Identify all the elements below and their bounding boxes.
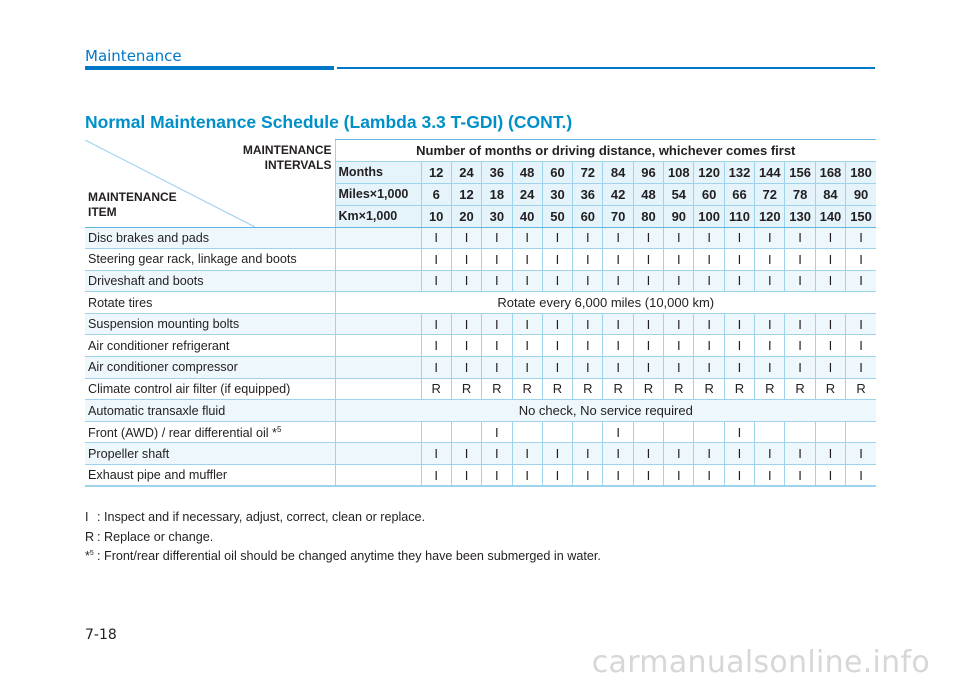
schedule-cell: I (573, 313, 603, 335)
schedule-cell (815, 421, 845, 443)
unit-column-spacer (335, 335, 421, 357)
schedule-cell: I (421, 227, 451, 249)
maintenance-item-text: Propeller shaft (88, 446, 170, 461)
watermark: carmanualsonline.info (591, 645, 930, 680)
schedule-cell: I (512, 313, 542, 335)
maintenance-item-text: Rotate tires (88, 295, 153, 310)
corner-box (85, 140, 335, 227)
maintenance-item-text: Disc brakes and pads (88, 230, 210, 245)
schedule-cell: I (755, 357, 785, 379)
schedule-cell: I (633, 465, 663, 487)
schedule-cell: I (846, 227, 876, 249)
legend-key (85, 549, 97, 563)
legend-key (85, 510, 97, 524)
interval-value: 70 (603, 205, 633, 227)
page-number: 7-18 (85, 627, 117, 643)
schedule-cell: I (512, 357, 542, 379)
table-row (85, 378, 876, 400)
interval-unit-label: Km×1,000 (335, 205, 421, 227)
interval-value: 30 (542, 183, 572, 205)
maintenance-item-text: Climate control air filter (if equipped) (88, 381, 291, 396)
schedule-cell: I (482, 465, 512, 487)
schedule-cell: I (815, 335, 845, 357)
schedule-cell: I (755, 335, 785, 357)
maintenance-item-text: Exhaust pipe and muffler (88, 468, 228, 483)
schedule-cell: R (451, 378, 481, 400)
interval-value: 180 (846, 161, 876, 183)
interval-value: 24 (451, 161, 481, 183)
schedule-cell (755, 421, 785, 443)
interval-value: 50 (542, 205, 572, 227)
interval-value: 130 (785, 205, 815, 227)
schedule-cell: I (694, 443, 724, 465)
schedule-cell (421, 421, 451, 443)
schedule-cell: I (512, 335, 542, 357)
schedule-cell: I (785, 313, 815, 335)
schedule-cell: I (694, 249, 724, 271)
interval-value: 108 (664, 161, 694, 183)
schedule-cell: I (542, 335, 572, 357)
schedule-cell: I (482, 227, 512, 249)
schedule-cell: I (482, 421, 512, 443)
schedule-cell (785, 421, 815, 443)
schedule-cell: I (664, 335, 694, 357)
unit-column-spacer (335, 357, 421, 379)
schedule-cell: I (633, 249, 663, 271)
schedule-cell: I (633, 270, 663, 292)
schedule-cell: I (603, 227, 633, 249)
interval-value: 24 (512, 183, 542, 205)
corner-item-label (88, 190, 177, 220)
schedule-cell: I (724, 249, 754, 271)
schedule-cell: I (603, 270, 633, 292)
interval-value: 12 (421, 161, 451, 183)
schedule-cell (694, 421, 724, 443)
schedule-cell: I (603, 335, 633, 357)
unit-column-spacer (335, 421, 421, 443)
schedule-cell: I (451, 443, 481, 465)
maintenance-item-name (85, 400, 335, 422)
interval-value: 90 (664, 205, 694, 227)
schedule-cell: I (785, 227, 815, 249)
legend-key-text: R (85, 530, 95, 544)
corner-bottom-line: MAINTENANCE (88, 189, 177, 204)
schedule-cell: I (573, 249, 603, 271)
maintenance-note: Rotate every 6,000 miles (10,000 km) (335, 292, 876, 314)
interval-value: 84 (815, 183, 845, 205)
schedule-cell: I (724, 270, 754, 292)
page-title: Normal Maintenance Schedule (Lambda 3.3 T-GDI) (CONT.) (85, 112, 573, 132)
interval-unit-label: Months (335, 161, 421, 183)
interval-value: 54 (664, 183, 694, 205)
interval-value: 48 (633, 183, 663, 205)
interval-value: 42 (603, 183, 633, 205)
corner-top-line: MAINTENANCE (242, 142, 332, 157)
maintenance-item-name (85, 335, 335, 357)
schedule-cell: I (815, 443, 845, 465)
footnote-marker: 5 (276, 424, 282, 434)
table-row (85, 227, 876, 249)
interval-value: 132 (724, 161, 754, 183)
schedule-cell: I (512, 227, 542, 249)
maintenance-item-text: Suspension mounting bolts (88, 317, 240, 332)
interval-value: 100 (694, 205, 724, 227)
schedule-cell: I (846, 465, 876, 487)
schedule-cell: I (694, 227, 724, 249)
header-rule-thin (337, 67, 875, 69)
schedule-cell: I (421, 249, 451, 271)
interval-span-title: Number of months or driving distance, whichever comes first (335, 140, 876, 162)
legend-item (85, 530, 213, 544)
schedule-cell: I (603, 443, 633, 465)
maintenance-item-name (85, 421, 335, 443)
schedule-cell: I (633, 313, 663, 335)
schedule-cell: I (482, 443, 512, 465)
schedule-cell: I (603, 421, 633, 443)
schedule-cell: I (664, 443, 694, 465)
schedule-cell: R (542, 378, 572, 400)
schedule-cell: I (421, 443, 451, 465)
schedule-cell: I (755, 465, 785, 487)
schedule-cell: I (664, 357, 694, 379)
header-row-title (85, 140, 876, 162)
schedule-cell: I (694, 270, 724, 292)
corner-top-line: INTERVALS (264, 157, 332, 172)
schedule-cell: I (542, 313, 572, 335)
corner-intervals-label (243, 143, 332, 173)
schedule-cell: I (724, 421, 754, 443)
schedule-cell: I (451, 335, 481, 357)
table-row (85, 313, 876, 335)
schedule-cell: R (603, 378, 633, 400)
schedule-cell: I (724, 443, 754, 465)
unit-column-spacer (335, 270, 421, 292)
table-row (85, 357, 876, 379)
interval-value: 96 (633, 161, 663, 183)
table-row (85, 400, 876, 422)
schedule-cell: I (846, 357, 876, 379)
interval-value: 6 (421, 183, 451, 205)
schedule-cell: I (694, 465, 724, 487)
maintenance-schedule-table (85, 139, 876, 487)
interval-value: 156 (785, 161, 815, 183)
maintenance-item-name (85, 378, 335, 400)
maintenance-item-name (85, 465, 335, 487)
schedule-cell: I (573, 465, 603, 487)
maintenance-item-name (85, 249, 335, 271)
schedule-cell: I (512, 249, 542, 271)
maintenance-item-name (85, 313, 335, 335)
interval-value: 60 (573, 205, 603, 227)
schedule-cell: I (542, 249, 572, 271)
header-rule-thick (85, 66, 334, 70)
schedule-cell: I (542, 227, 572, 249)
schedule-cell: I (512, 270, 542, 292)
schedule-cell: I (846, 313, 876, 335)
maintenance-item-text: Air conditioner refrigerant (88, 338, 230, 353)
schedule-cell: R (633, 378, 663, 400)
schedule-cell (512, 421, 542, 443)
schedule-cell: I (755, 313, 785, 335)
maintenance-item-text: Automatic transaxle fluid (88, 403, 226, 418)
schedule-cell: I (603, 313, 633, 335)
schedule-cell: I (451, 465, 481, 487)
legend-text: : Inspect and if necessary, adjust, correct, clean or replace. (97, 510, 426, 524)
maintenance-item-name (85, 270, 335, 292)
interval-value: 140 (815, 205, 845, 227)
interval-value: 80 (633, 205, 663, 227)
schedule-cell: I (755, 227, 785, 249)
interval-value: 40 (512, 205, 542, 227)
interval-value: 12 (451, 183, 481, 205)
schedule-cell: I (633, 357, 663, 379)
schedule-cell: R (724, 378, 754, 400)
legend-item (85, 549, 601, 563)
schedule-cell: R (815, 378, 845, 400)
maintenance-item-name (85, 292, 335, 314)
legend-text: : Front/rear differential oil should be changed anytime they have been submerged in water. (97, 549, 601, 563)
schedule-cell: I (785, 443, 815, 465)
schedule-cell: I (451, 270, 481, 292)
interval-value: 48 (512, 161, 542, 183)
schedule-cell: R (846, 378, 876, 400)
interval-value: 168 (815, 161, 845, 183)
schedule-cell: R (755, 378, 785, 400)
schedule-cell: R (694, 378, 724, 400)
schedule-cell: I (846, 335, 876, 357)
maintenance-item-name (85, 357, 335, 379)
schedule-cell: I (664, 270, 694, 292)
interval-value: 90 (846, 183, 876, 205)
schedule-cell: I (755, 443, 785, 465)
schedule-cell: I (451, 357, 481, 379)
schedule-cell: R (482, 378, 512, 400)
schedule-cell: I (846, 443, 876, 465)
interval-value: 144 (755, 161, 785, 183)
interval-value: 10 (421, 205, 451, 227)
interval-value: 120 (755, 205, 785, 227)
maintenance-item-text: Driveshaft and boots (88, 273, 204, 288)
schedule-cell: I (694, 335, 724, 357)
interval-value: 20 (451, 205, 481, 227)
interval-value: 66 (724, 183, 754, 205)
legend-key-text: I (85, 510, 89, 524)
schedule-cell: I (512, 465, 542, 487)
maintenance-item-text: Steering gear rack, linkage and boots (88, 252, 297, 267)
unit-column-spacer (335, 443, 421, 465)
schedule-cell: I (815, 270, 845, 292)
schedule-cell: I (512, 443, 542, 465)
table-row (85, 335, 876, 357)
schedule-cell: I (482, 335, 512, 357)
maintenance-item-name (85, 443, 335, 465)
schedule-cell: I (815, 227, 845, 249)
schedule-cell: I (482, 357, 512, 379)
schedule-cell: I (785, 249, 815, 271)
schedule-cell: I (421, 465, 451, 487)
schedule-cell: I (755, 249, 785, 271)
schedule-cell: I (664, 313, 694, 335)
maintenance-note: No check, No service required (335, 400, 876, 422)
schedule-cell: I (421, 313, 451, 335)
interval-value: 78 (785, 183, 815, 205)
schedule-cell: I (846, 249, 876, 271)
schedule-cell (573, 421, 603, 443)
schedule-cell: I (785, 357, 815, 379)
schedule-cell: I (421, 357, 451, 379)
schedule-cell: I (421, 270, 451, 292)
schedule-cell: I (482, 270, 512, 292)
schedule-cell: I (724, 465, 754, 487)
schedule-cell (451, 421, 481, 443)
interval-unit-label: Miles×1,000 (335, 183, 421, 205)
schedule-cell: I (451, 313, 481, 335)
interval-value: 84 (603, 161, 633, 183)
interval-value: 60 (542, 161, 572, 183)
schedule-cell: I (573, 357, 603, 379)
schedule-cell: I (573, 227, 603, 249)
schedule-cell: I (573, 270, 603, 292)
schedule-cell: I (846, 270, 876, 292)
schedule-cell: I (451, 227, 481, 249)
schedule-cell: I (603, 249, 633, 271)
interval-value: 60 (694, 183, 724, 205)
maintenance-item-text: Air conditioner compressor (88, 360, 238, 375)
schedule-cell: R (421, 378, 451, 400)
interval-value: 120 (694, 161, 724, 183)
schedule-cell: I (724, 335, 754, 357)
unit-column-spacer (335, 313, 421, 335)
schedule-cell: R (785, 378, 815, 400)
schedule-cell: I (482, 313, 512, 335)
interval-value: 72 (573, 161, 603, 183)
unit-column-spacer (335, 249, 421, 271)
schedule-cell (664, 421, 694, 443)
table-row (85, 421, 876, 443)
schedule-cell: I (815, 357, 845, 379)
schedule-cell: I (633, 335, 663, 357)
maintenance-item-text: Front (AWD) / rear differential oil * (88, 425, 277, 440)
legend-key-text: * (85, 549, 90, 563)
schedule-cell: R (512, 378, 542, 400)
interval-value: 72 (755, 183, 785, 205)
legend-text: : Replace or change. (97, 530, 214, 544)
schedule-cell: I (785, 270, 815, 292)
schedule-cell: I (694, 313, 724, 335)
interval-value: 30 (482, 205, 512, 227)
schedule-cell: I (542, 270, 572, 292)
table-corner-cell (85, 140, 335, 228)
table-row (85, 249, 876, 271)
schedule-cell: R (573, 378, 603, 400)
schedule-cell: I (724, 357, 754, 379)
schedule-cell: I (451, 249, 481, 271)
schedule-cell (846, 421, 876, 443)
schedule-cell: I (603, 357, 633, 379)
schedule-cell: I (421, 335, 451, 357)
schedule-cell: I (664, 227, 694, 249)
unit-column-spacer (335, 378, 421, 400)
unit-column-spacer (335, 465, 421, 487)
schedule-cell: I (603, 465, 633, 487)
schedule-cell: R (664, 378, 694, 400)
schedule-cell: I (815, 465, 845, 487)
table-row (85, 465, 876, 487)
schedule-cell: I (573, 443, 603, 465)
schedule-cell (542, 421, 572, 443)
section-label: Maintenance (85, 47, 182, 65)
table-row (85, 443, 876, 465)
schedule-cell: I (633, 227, 663, 249)
interval-value: 150 (846, 205, 876, 227)
schedule-cell: I (482, 249, 512, 271)
schedule-cell: I (785, 465, 815, 487)
interval-value: 110 (724, 205, 754, 227)
schedule-cell: I (755, 270, 785, 292)
table-row (85, 270, 876, 292)
interval-value: 18 (482, 183, 512, 205)
schedule-cell: I (694, 357, 724, 379)
legend-key (85, 530, 97, 544)
schedule-cell: I (724, 227, 754, 249)
schedule-cell: I (542, 465, 572, 487)
maintenance-item-name (85, 227, 335, 249)
schedule-cell: I (785, 335, 815, 357)
legend-footnote-marker: 5 (89, 549, 94, 557)
unit-column-spacer (335, 227, 421, 249)
schedule-cell: I (815, 249, 845, 271)
schedule-cell: I (633, 443, 663, 465)
interval-value: 36 (482, 161, 512, 183)
schedule-cell (633, 421, 663, 443)
schedule-cell: I (573, 335, 603, 357)
schedule-cell: I (664, 465, 694, 487)
interval-value: 36 (573, 183, 603, 205)
schedule-cell: I (542, 443, 572, 465)
table-row (85, 292, 876, 314)
corner-bottom-line: ITEM (88, 204, 117, 219)
legend-item (85, 510, 425, 524)
schedule-cell: I (815, 313, 845, 335)
schedule-cell: I (664, 249, 694, 271)
schedule-cell: I (542, 357, 572, 379)
schedule-cell: I (724, 313, 754, 335)
